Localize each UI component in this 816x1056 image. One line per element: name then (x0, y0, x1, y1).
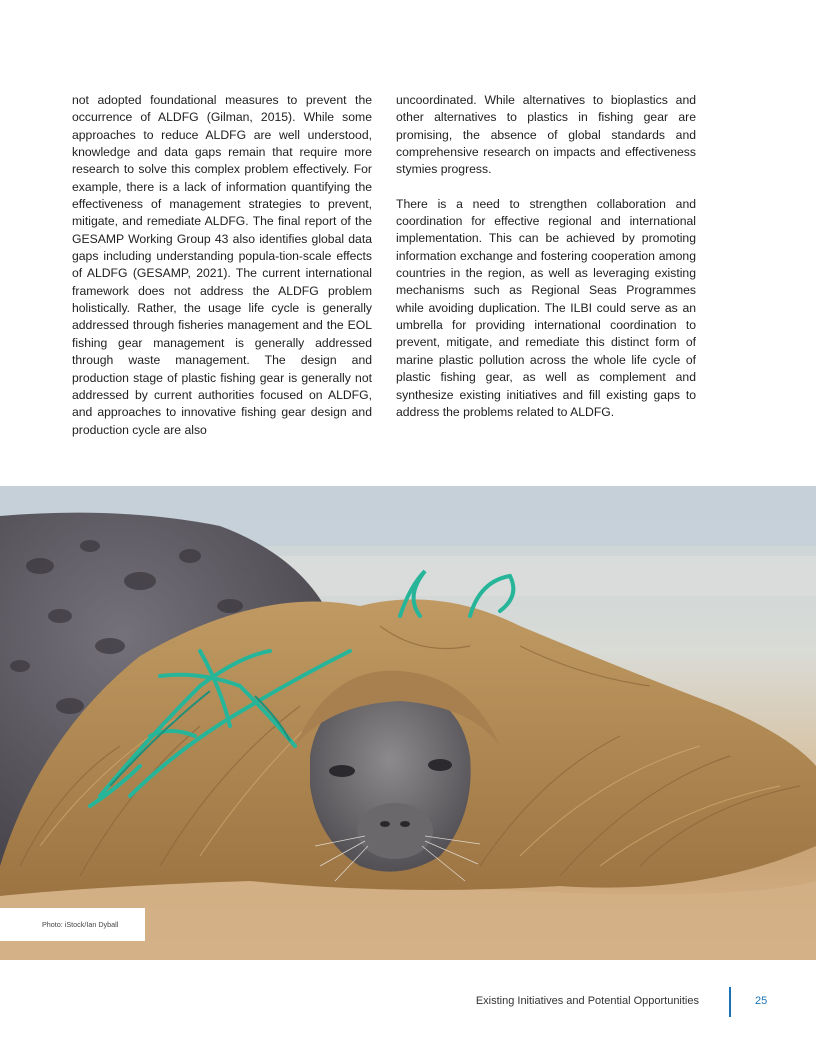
seal-entangled-photo (0, 486, 816, 960)
left-column-paragraph: not adopted foundational measures to prevent the occurrence of ALDFG (Gilman, 2015). While some approaches to reduce ALDFG are well understood, knowledge and data gaps remain that require more research to solve this complex problem effectively. For example, there is a lack of information quantifying the effectiveness of management strategies to prevent, mitigate, and remediate ALDFG. The final report of the GESAMP Working Group 43 also identifies global data gaps including understanding popula-tion-scale effects of ALDFG (GESAMP, 2021). The current international framework does not address the ALDFG problem holistically. Rather, the usage life cycle is generally addressed through fisheries management and the EOL fishing gear management is generally addressed through waste management. The design and production stage of plastic fishing gear is generally not addressed by current authorities focused on ALDFG, and approaches to innovative fishing gear design and production cycle are also (72, 93, 372, 437)
footer-section-title: Existing Initiatives and Potential Opportunities (475, 995, 699, 1007)
footer-divider (729, 987, 731, 1017)
photo-caption: Photo: iStock/Ian Dyball (0, 908, 145, 941)
right-column-paragraph-2: There is a need to strengthen collaboration and coordination for effective regional and international implementation. This can be achieved by promoting information exchange and fostering cooperation among countries in the region, as well as leveraging existing mechanisms such as Regional Seas Programmes while avoiding duplication. The ILBI could serve as an umbrella for providing international coordination to prevent, mitigate, and remediate this distinct form of marine plastic pollution across the whole life cycle of plastic fishing gear, as well as complement and synthesize existing initiatives and fill existing gaps to address the problems related to ALDFG. (396, 196, 696, 419)
right-text-column (396, 92, 696, 421)
left-text-column (72, 92, 372, 439)
right-column-paragraph-1: uncoordinated. While alternatives to bioplastics and other alternatives to plastics in fishing gear are promising, the absence of global standards and comprehensive research on impacts and effectiveness stymies progress. (396, 93, 696, 177)
page-number: 25 (755, 995, 768, 1007)
